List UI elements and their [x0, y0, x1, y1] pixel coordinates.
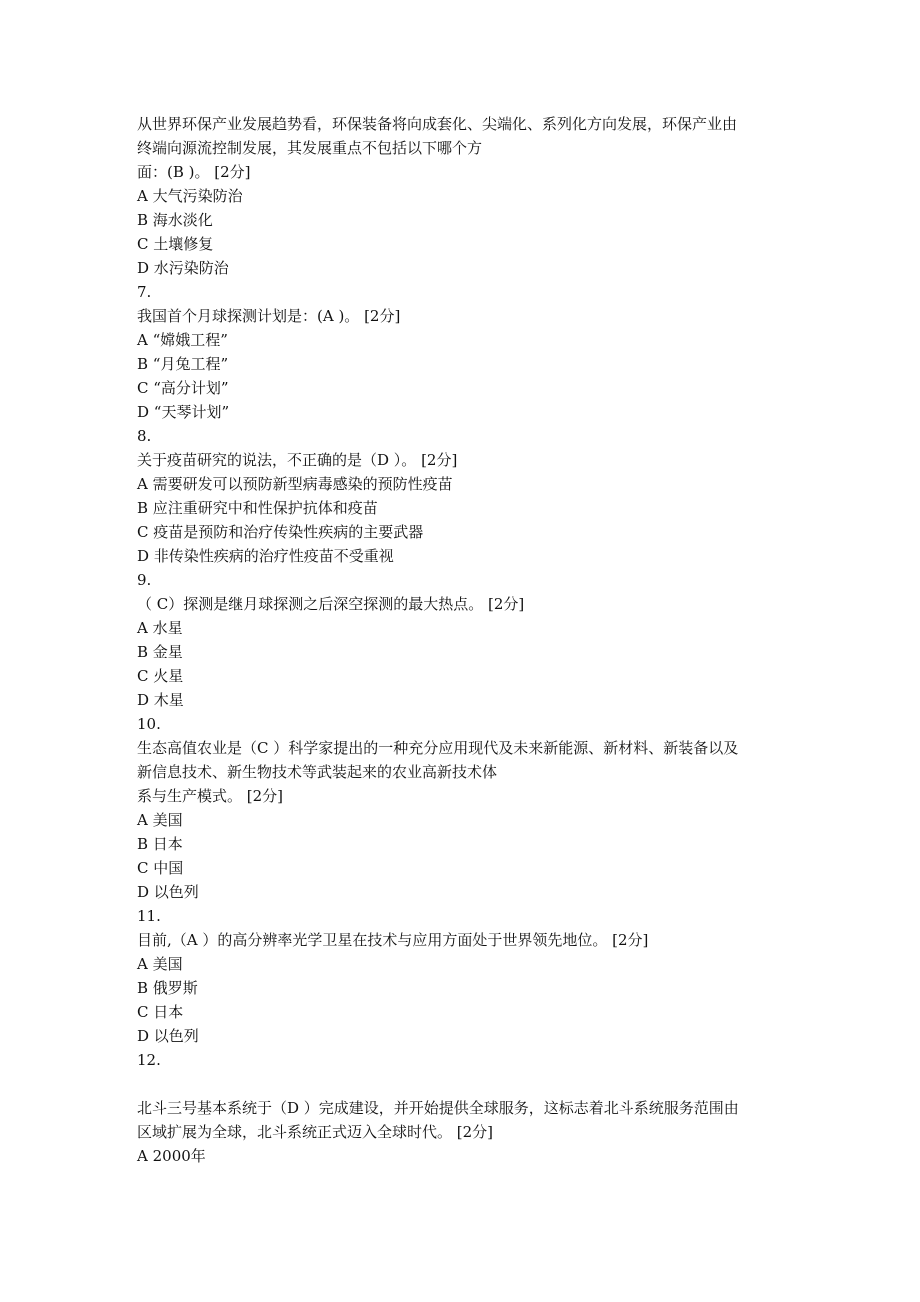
- q8-option-c: C 疫苗是预防和治疗传染性疾病的主要武器: [137, 523, 424, 541]
- q9-option-a: A 水星: [137, 619, 183, 637]
- q9-option-b: B 金星: [137, 643, 183, 661]
- blank-line: [137, 1072, 797, 1096]
- q9-number: 9.: [137, 571, 152, 589]
- q7-number: 7.: [137, 283, 152, 301]
- q11-option-a: A 美国: [137, 955, 183, 973]
- document-body: [137, 112, 797, 1168]
- q10-text-line-1: 生态高值农业是（C ）科学家提出的一种充分应用现代及未来新能源、新材料、新装备以及: [137, 739, 739, 757]
- q10-option-a: A 美国: [137, 811, 183, 829]
- q6-option-c: C 土壤修复: [137, 235, 214, 253]
- q11-option-d: D 以色列: [137, 1027, 199, 1045]
- q10-text-line-2: 新信息技术、新生物技术等武装起来的农业高新技术体: [137, 763, 498, 781]
- q9-option-c: C 火星: [137, 667, 184, 685]
- q10-option-d: D 以色列: [137, 883, 199, 901]
- q11-option-b: B 俄罗斯: [137, 979, 198, 997]
- q9-text: （ C）探测是继月球探测之后深空探测的最大热点。 [2分]: [137, 595, 525, 613]
- q7-option-a: A “嫦娥工程”: [137, 331, 228, 349]
- q7-option-c: C “高分计划”: [137, 379, 229, 397]
- q10-number: 10.: [137, 715, 161, 733]
- q7-option-d: D “天琴计划”: [137, 403, 230, 421]
- q6-option-a: A 大气污染防治: [137, 187, 243, 205]
- q11-option-c: C 日本: [137, 1003, 184, 1021]
- q6-text-line-3: 面：(B )。 [2分]: [137, 163, 251, 181]
- q8-text: 关于疫苗研究的说法，不正确的是（D ）。 [2分]: [137, 451, 458, 469]
- q12-text-line-2: 区域扩展为全球，北斗系统正式迈入全球时代。 [2分]: [137, 1123, 494, 1141]
- q11-text: 目前,（A ）的高分辨率光学卫星在技术与应用方面处于世界领先地位。 [2分]: [137, 931, 649, 949]
- q8-option-a: A 需要研发可以预防新型病毒感染的预防性疫苗: [137, 475, 453, 493]
- q8-option-d: D 非传染性疾病的治疗性疫苗不受重视: [137, 547, 394, 565]
- q10-option-c: C 中国: [137, 859, 184, 877]
- q10-option-b: B 日本: [137, 835, 183, 853]
- q12-number: 12.: [137, 1051, 161, 1069]
- q6-option-d: D 水污染防治: [137, 259, 229, 277]
- q12-option-a: A 2000年: [137, 1147, 206, 1165]
- q6-option-b: B 海水淡化: [137, 211, 213, 229]
- q9-option-d: D 木星: [137, 691, 184, 709]
- q6-text-line-1: 从世界环保产业发展趋势看，环保装备将向成套化、尖端化、系列化方向发展，环保产业由: [137, 115, 738, 133]
- q6-text-line-2: 终端向源流控制发展，其发展重点不包括以下哪个方: [137, 139, 483, 157]
- q10-text-line-3: 系与生产模式。 [2分]: [137, 787, 284, 805]
- q8-number: 8.: [137, 427, 152, 445]
- q7-text: 我国首个月球探测计划是：(A )。 [2分]: [137, 307, 401, 325]
- q7-option-b: B “月兔工程”: [137, 355, 229, 373]
- q8-option-b: B 应注重研究中和性保护抗体和疫苗: [137, 499, 378, 517]
- q11-number: 11.: [137, 907, 161, 925]
- q12-text-line-1: 北斗三号基本系统于（D ）完成建设，并开始提供全球服务，这标志着北斗系统服务范围由: [137, 1099, 739, 1117]
